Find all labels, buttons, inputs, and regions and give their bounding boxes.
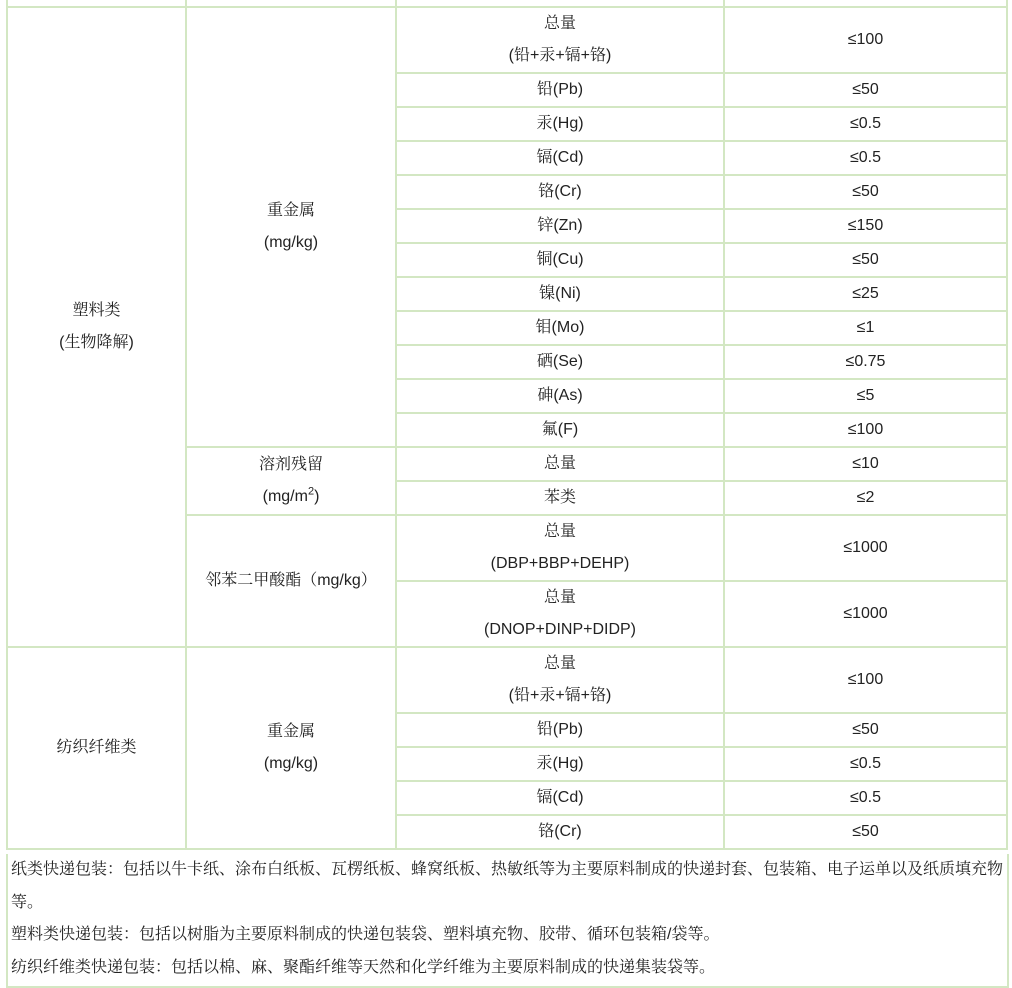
note-textile: 纺织纤维类快递包装：包括以棉、麻、聚酯纤维等天然和化学纤维为主要原料制成的快递集装袋等。 [11, 958, 716, 976]
limit-cell: ≤100 [724, 647, 1007, 713]
cell-line: 总量 [543, 15, 576, 32]
limit-cell: ≤10 [724, 447, 1007, 481]
cell-line: 邻苯二甲酸酯（mg/kg） [205, 572, 377, 589]
note-paper: 纸类快递包装：包括以牛卡纸、涂布白纸板、瓦楞纸板、蜂窝纸板、热敏纸等为主要原料制成的快递封套、包装箱、电子运单以及纸质填充物等。 [11, 861, 1004, 911]
item-cell [396, 7, 724, 73]
limit-cell: ≤0.5 [724, 107, 1007, 141]
note-plastic: 塑料类快递包装：包括以树脂为主要原料制成的快递包装袋、塑料填充物、胶带、循环包装箱/袋等。 [11, 926, 720, 943]
limit-cell: ≤0.5 [724, 747, 1007, 781]
cell-line [187, 481, 395, 513]
cell-line: 铬(Cr) [538, 823, 582, 840]
table-row [7, 7, 1007, 73]
item-cell [396, 781, 724, 815]
limit-cell: ≤150 [724, 209, 1007, 243]
cell-line: 溶剂残留 [258, 456, 323, 473]
item-cell [396, 141, 724, 175]
cell-line: 钼(Mo) [535, 319, 585, 336]
item-cell [396, 379, 724, 413]
limit-cell: ≤50 [724, 815, 1007, 849]
item-cell [396, 713, 724, 747]
cell-line: 总量 [543, 655, 576, 672]
limits-table [6, 0, 1008, 850]
cell-line: 苯类 [543, 489, 576, 506]
item-cell [396, 175, 724, 209]
cell-line: 镉(Cd) [536, 789, 584, 806]
table-cell [186, 0, 396, 7]
cell-line: (铅+汞+镉+铬) [508, 687, 612, 704]
limit-cell: ≤50 [724, 73, 1007, 107]
limit-cell: ≤1000 [724, 581, 1007, 647]
item-cell [396, 481, 724, 515]
item-cell [396, 209, 724, 243]
group-cell [186, 515, 396, 647]
item-cell [396, 73, 724, 107]
limit-cell: ≤0.5 [724, 141, 1007, 175]
item-cell [396, 581, 724, 647]
cell-line: (DNOP+DINP+DIDP) [483, 621, 637, 638]
cell-line: 总量 [543, 523, 576, 540]
cell-line: 砷(As) [537, 387, 583, 404]
unit-text: (mg/m [262, 488, 308, 505]
table-row [7, 647, 1007, 713]
cell-line: 总量 [543, 455, 576, 472]
cell-line: (DBP+BBP+DEHP) [490, 555, 630, 572]
limit-cell: ≤100 [724, 7, 1007, 73]
cell-line: 重金属 [266, 723, 315, 740]
item-cell [396, 277, 724, 311]
cell-line: (铅+汞+镉+铬) [508, 47, 612, 64]
cell-line: 氟(F) [541, 421, 579, 438]
cell-line: 重金属 [266, 202, 315, 219]
group-cell [186, 647, 396, 849]
table-cell [724, 0, 1007, 7]
item-cell [396, 515, 724, 581]
item-cell [396, 815, 724, 849]
group-cell [186, 7, 396, 447]
cell-line: 锌(Zn) [537, 217, 583, 234]
standards-table-region [6, 0, 1009, 988]
limit-cell: ≤1 [724, 311, 1007, 345]
item-cell [396, 747, 724, 781]
limit-cell: ≤5 [724, 379, 1007, 413]
group-cell [186, 447, 396, 515]
cell-line: (mg/kg) [263, 234, 319, 251]
limit-cell: ≤1000 [724, 515, 1007, 581]
category-cell [7, 7, 186, 647]
limit-cell: ≤2 [724, 481, 1007, 515]
cell-line: 纺织纤维类 [56, 739, 137, 756]
limit-cell: ≤0.75 [724, 345, 1007, 379]
limit-cell: ≤50 [724, 713, 1007, 747]
limit-cell: ≤50 [724, 175, 1007, 209]
cell-line: 铅(Pb) [536, 81, 584, 98]
table-cell [7, 0, 186, 7]
cell-line: 塑料类 [72, 302, 121, 319]
unit-superscript: 2 [307, 485, 315, 498]
category-cell [7, 647, 186, 849]
limit-cell: ≤25 [724, 277, 1007, 311]
cell-line: (生物降解) [59, 334, 134, 351]
cell-line: 硒(Se) [536, 353, 584, 370]
item-cell [396, 413, 724, 447]
item-cell [396, 243, 724, 277]
cell-line: 汞(Hg) [536, 755, 584, 772]
limit-cell: ≤100 [724, 413, 1007, 447]
unit-text: ) [314, 488, 320, 505]
cell-line: 铜(Cu) [536, 251, 584, 268]
cell-line: (mg/kg) [263, 755, 319, 772]
cell-line: 镍(Ni) [539, 285, 581, 302]
item-cell [396, 311, 724, 345]
notes-section [6, 854, 1009, 988]
item-cell [396, 345, 724, 379]
cell-line: 总量 [543, 589, 576, 606]
limit-cell: ≤0.5 [724, 781, 1007, 815]
cell-line: 铬(Cr) [538, 183, 582, 200]
cell-line: 铅(Pb) [536, 721, 584, 738]
table-cell [396, 0, 724, 7]
item-cell [396, 447, 724, 481]
item-cell [396, 107, 724, 141]
table-row [7, 0, 1007, 7]
cell-line: 汞(Hg) [536, 115, 584, 132]
limit-cell: ≤50 [724, 243, 1007, 277]
cell-line: 镉(Cd) [536, 149, 584, 166]
item-cell [396, 647, 724, 713]
